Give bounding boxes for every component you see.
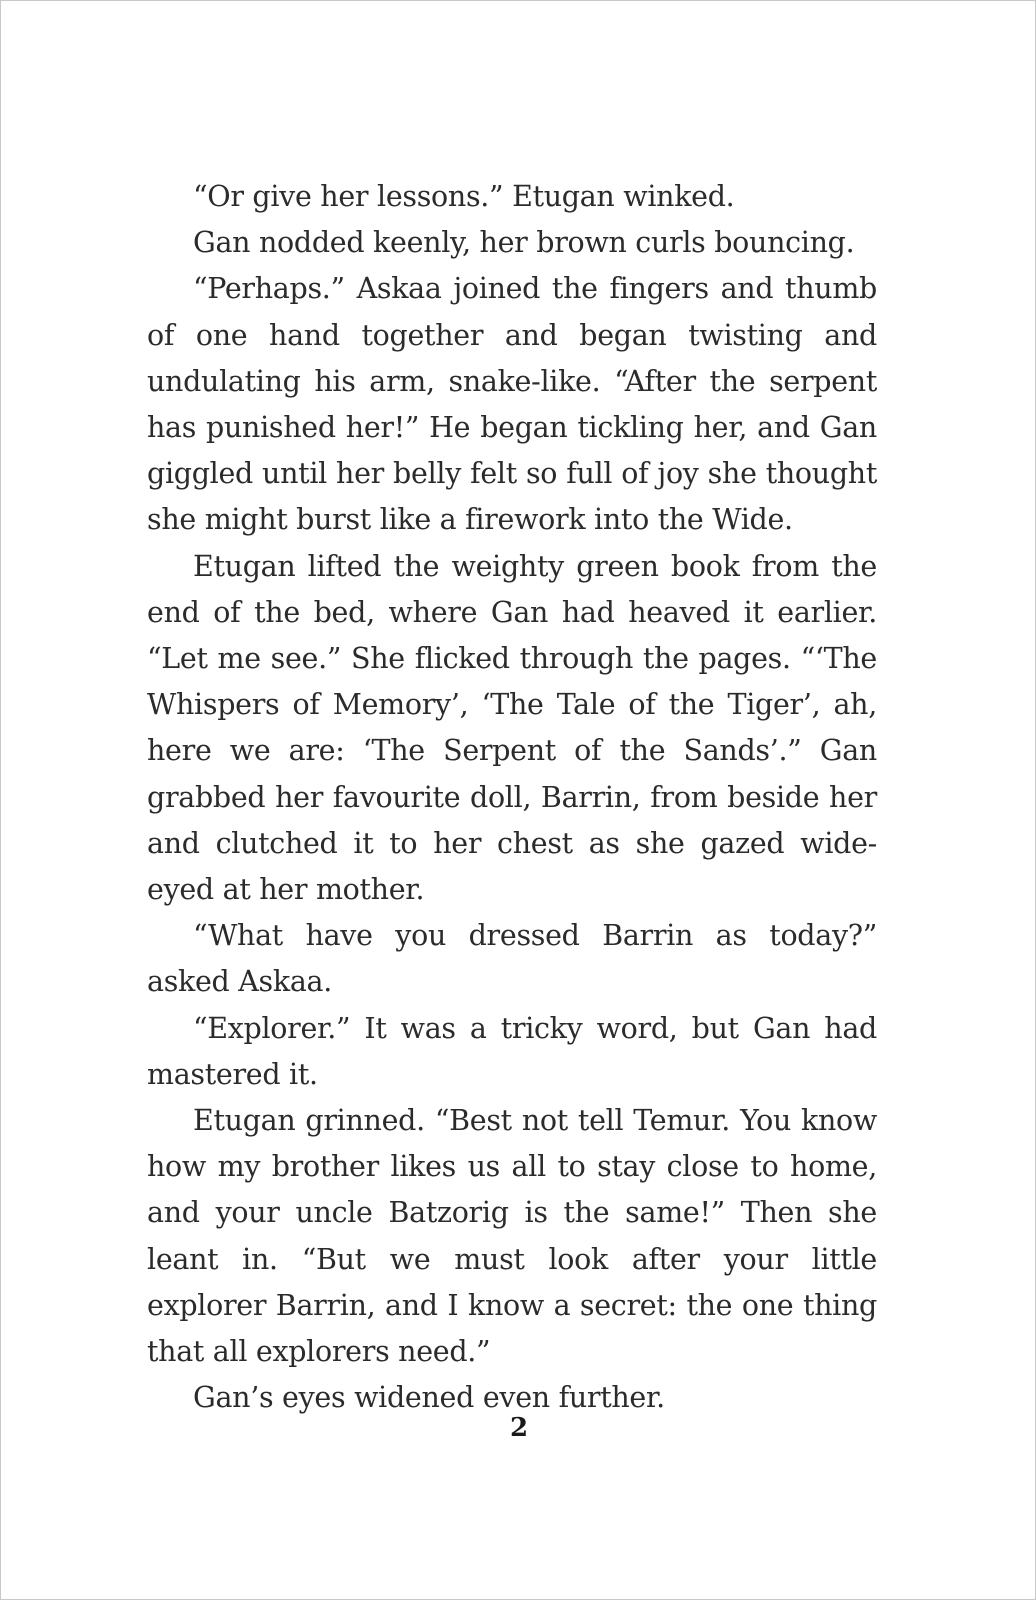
- paragraph: Gan’s eyes widened even further.: [193, 1381, 665, 1415]
- paragraph: “Perhaps.” Askaa joined the fingers and thumb of one hand together and began twisting and undulating his arm, snake-like. “After the serpent has punished her!” He began tickling her, and Gan giggled until her belly felt so full of joy she thought she might burst like a firework into the Wide.: [147, 272, 877, 537]
- paragraph: “Or give her lessons.” Etugan winked.: [193, 180, 735, 213]
- paragraph: “What have you dressed Barrin as today?” asked Askaa.: [147, 919, 877, 999]
- paragraph: Etugan grinned. “Best not tell Temur. You know how my brother likes us all to stay close to home, and your uncle Batzorig is the same!” Then she leant in. “But we must look after your little explorer Barrin, and I know a secret: the one thing that all explorers need.”: [147, 1104, 877, 1369]
- paragraph: Gan nodded keenly, her brown curls bouncing.: [193, 226, 855, 260]
- paragraph: “Explorer.” It was a tricky word, but Gan had mastered it.: [147, 1011, 877, 1091]
- page-number: 2: [509, 1413, 529, 1443]
- body-text: [147, 174, 877, 1421]
- paragraph: Etugan lifted the weighty green book from the end of the bed, where Gan had heaved it earlier. “Let me see.” She flicked through the pages. “‘The Whispers of Memory’, ‘The Tale of the Tiger’, ah, here we are: ‘The Serpent of the Sands’.” Gan grabbed her favourite doll, Barrin, from beside her and clutched it to her chest as she gazed wide-eyed at her mother.: [147, 549, 877, 907]
